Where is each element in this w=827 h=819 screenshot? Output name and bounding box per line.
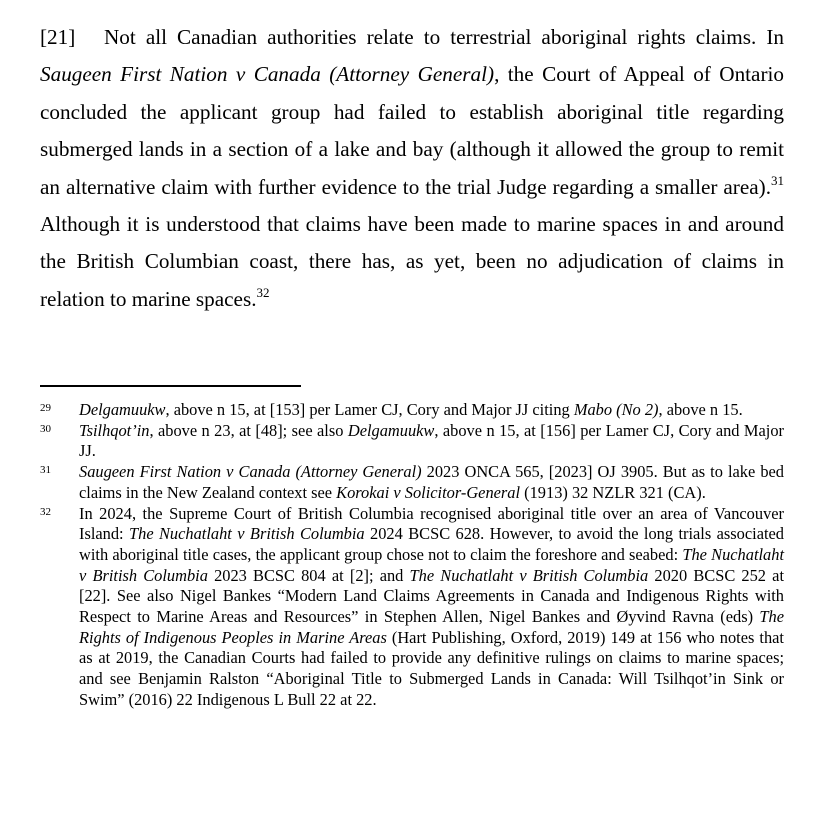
case-name: Korokai v Solicitor-General bbox=[336, 482, 521, 502]
footnote-ref[interactable]: 31 bbox=[771, 172, 784, 188]
footnote-29 bbox=[40, 400, 784, 421]
paragraph-text: Not all Canadian authorities relate to terrestrial aboriginal rights claims. In bbox=[104, 25, 784, 49]
case-name: Saugeen First Nation v Canada (Attorney General) bbox=[40, 62, 495, 87]
footnote-30 bbox=[40, 421, 784, 462]
footnote-text: , above n 23, at [48]; see also bbox=[149, 420, 348, 440]
paragraph-text: Although it is understood that claims have been made to marine spaces in and around the British Columbian coast, there has, as yet, been no adjudication of claims in relation to marine spaces. bbox=[40, 212, 784, 311]
case-name: The Nuchatlaht v British Columbia bbox=[129, 524, 365, 544]
case-name: Mabo (No 2) bbox=[573, 400, 659, 419]
footnote-separator bbox=[40, 385, 301, 387]
case-name: Saugeen First Nation v Canada (Attorney General) bbox=[79, 462, 422, 482]
footnote-text: , above n 15. bbox=[658, 400, 743, 419]
book-title: The Rights of Indigenous Peoples in Marine Areas bbox=[79, 607, 784, 647]
footnote-text: , above n 15, at [153] per Lamer CJ, Cory and Major JJ citing bbox=[165, 400, 574, 419]
paragraph-number: [21] bbox=[40, 25, 76, 49]
footnote-32 bbox=[40, 504, 784, 711]
footnote-text: 2023 BCSC 804 at [2]; and bbox=[207, 565, 410, 585]
footnote-text: 2023 ONCA 565, [2023] OJ 3905. But as to lake bed claims in the New Zealand context see bbox=[79, 462, 784, 502]
footnote-ref[interactable]: 32 bbox=[256, 284, 270, 300]
footnote-31 bbox=[40, 462, 784, 503]
case-name: Tsilhqot’in bbox=[79, 420, 150, 440]
paragraph-text: , the Court of Appeal of Ontario concluded the applicant group had failed to establish aboriginal title regarding submerged lands in a section of a lake and bay (although it allowed the group to remit an alternative claim with further evidence to the trial Judge regarding a smaller area). bbox=[40, 62, 784, 199]
paragraph-21 bbox=[40, 19, 784, 318]
footnote-text: In 2024, the Supreme Court of British Columbia recognised aboriginal title over an area of Vancouver Island: bbox=[79, 503, 784, 544]
footnote-number: 29 bbox=[40, 402, 51, 414]
footnotes bbox=[40, 400, 784, 711]
case-name: The Nuchatlaht v British Columbia bbox=[409, 565, 649, 585]
footnote-number: 32 bbox=[40, 505, 51, 518]
case-name: Delgamuukw bbox=[79, 400, 166, 419]
footnote-number: 31 bbox=[40, 464, 51, 477]
footnote-text: (1913) 32 NZLR 321 (CA). bbox=[520, 482, 706, 502]
footnote-text: (Hart Publishing, Oxford, 2019) 149 at 156 who notes that as at 2019, the Canadian Courts had failed to provide any definitive rulings on claims to marine spaces; and see Benjamin Ralston “Aboriginal Title to Submerged Lands in Canada: Will Tsilhqot’in Sink or Swim” (2016) 22 Indigenous L Bull 22 at 22. bbox=[79, 627, 784, 709]
footnote-text: 2020 BCSC 252 at [22]. See also Nigel Bankes “Modern Land Claims Agreements in Canada and Indigenous Rights with Respect to Marine Areas and Resources” in Stephen Allen, Nigel Bankes and Øyvind Ravna (eds) bbox=[79, 565, 785, 627]
case-name: Delgamuukw bbox=[347, 420, 435, 440]
footnote-text: 2024 BCSC 628. However, to avoid the long trials associated with aboriginal title cases, the applicant group chose not to claim the foreshore and seabed: bbox=[79, 524, 784, 564]
footnote-text: , above n 15, at [156] per Lamer CJ, Cory and Major JJ. bbox=[79, 420, 784, 461]
case-name: The Nuchatlaht v British Columbia bbox=[79, 544, 784, 585]
footnote-number: 30 bbox=[40, 422, 51, 435]
